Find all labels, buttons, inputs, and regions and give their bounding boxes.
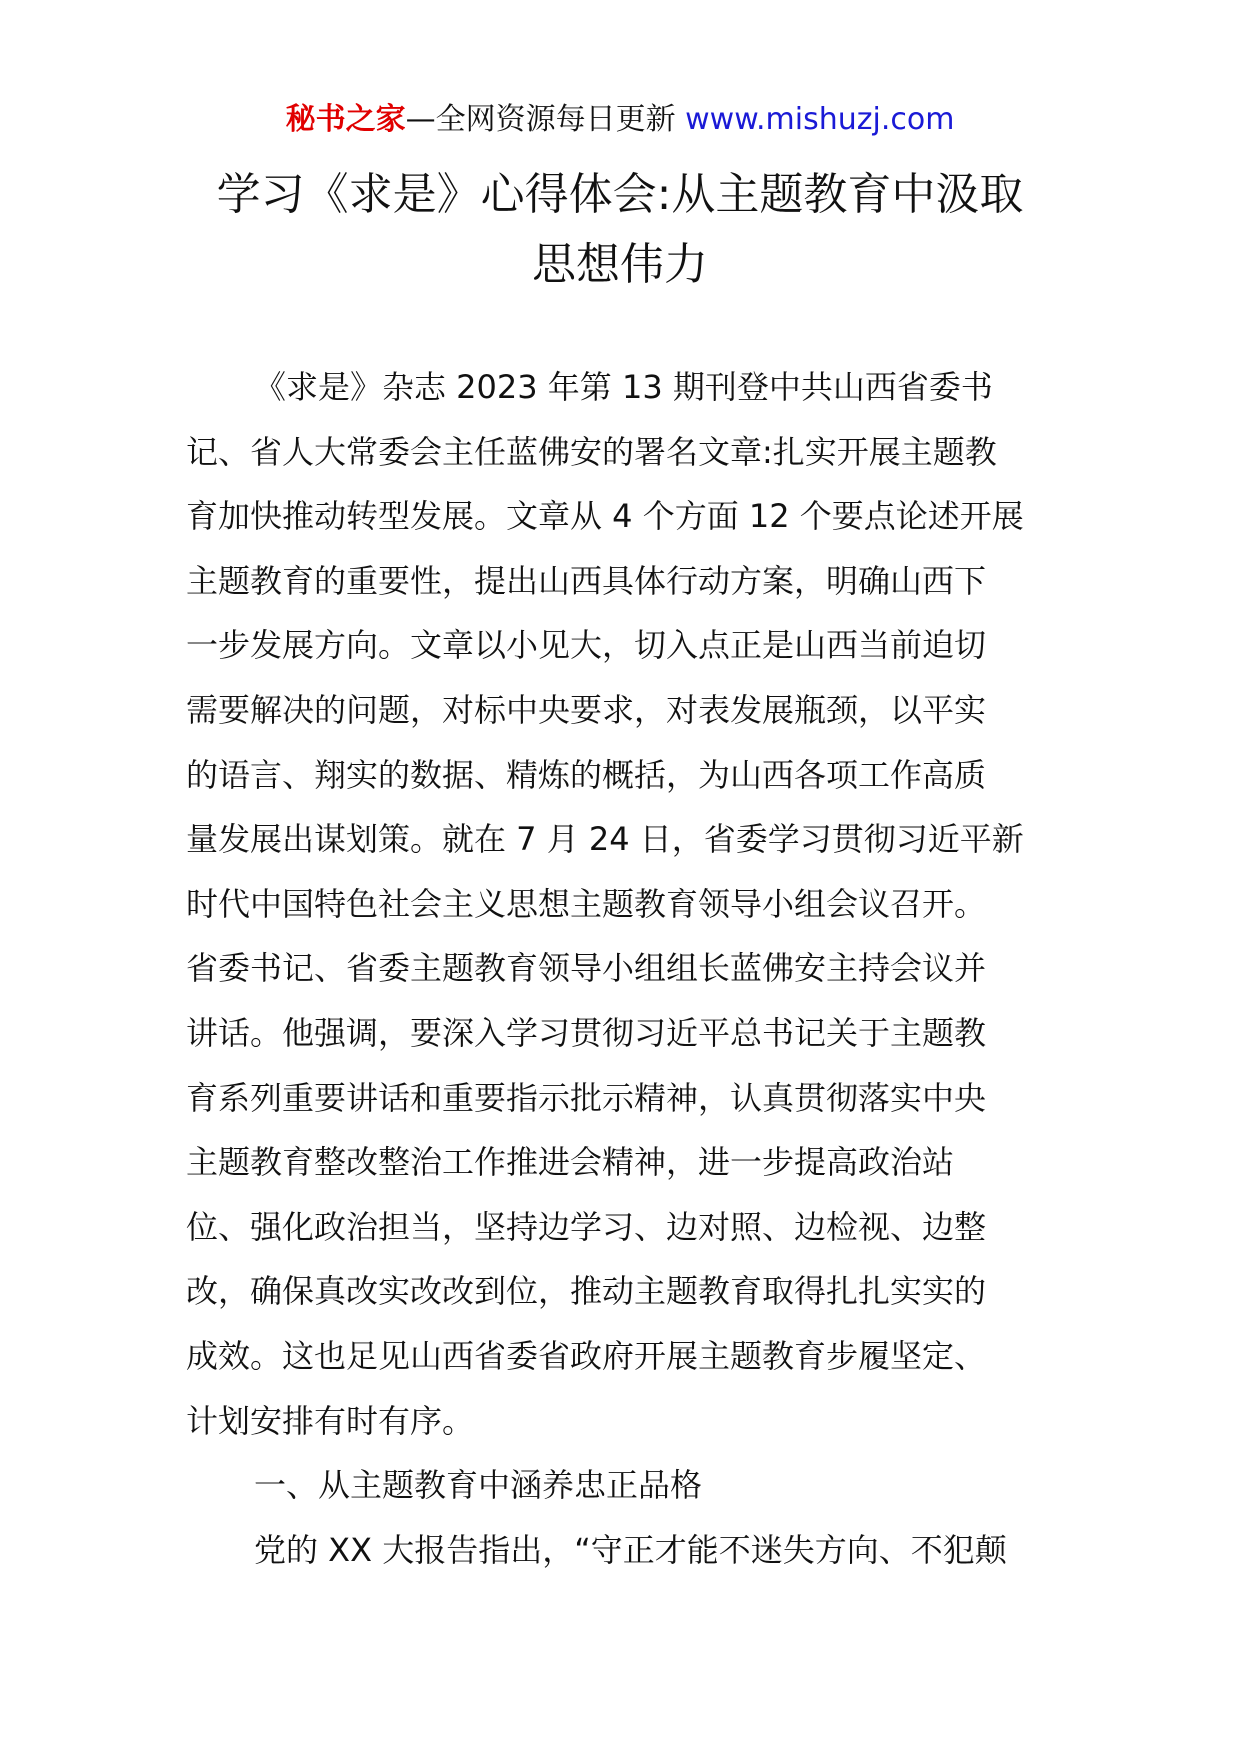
header-tagline: —全网资源每日更新 — [405, 102, 686, 137]
paragraph-line: 需要解决的问题，对标中央要求，对表发展瓶颈，以平实 — [186, 690, 987, 729]
paragraph-2 — [186, 1518, 1054, 1583]
title-line-1: 学习《求是》心得体会:从主题教育中汲取 — [216, 169, 1024, 220]
paragraph-line: 记、省人大常委会主任蓝佛安的署名文章:扎实开展主题教 — [186, 432, 997, 471]
paragraph-line: 改，确保真改实改改到位，推动主题教育取得扎扎实实的 — [186, 1272, 987, 1311]
paragraph-line: 主题教育的重要性，提出山西具体行动方案，明确山西下 — [186, 561, 987, 600]
paragraph-line: 《求是》杂志 2023 年第 13 期刊登中共山西省委书 — [254, 368, 993, 406]
paragraph-line: 讲话。他强调，要深入学习贯彻习近平总书记关于主题教 — [186, 1013, 987, 1052]
paragraph-line: 的语言、翔实的数据、精炼的概括，为山西各项工作高质 — [186, 755, 987, 794]
site-header — [0, 100, 1240, 140]
title-line-2: 思想伟力 — [532, 239, 708, 290]
paragraph-1 — [186, 355, 1054, 1453]
paragraph-line: 省委书记、省委主题教育领导小组组长蓝佛安主持会议并 — [186, 949, 987, 988]
site-url-link[interactable]: www.mishuzj.com — [685, 102, 955, 137]
paragraph-line: 量发展出谋划策。就在 7 月 24 日，省委学习贯彻习近平新 — [186, 820, 1024, 859]
paragraph-line: 计划安排有时有序。 — [186, 1401, 475, 1440]
brand-name: 秘书之家 — [285, 102, 406, 137]
paragraph-line: 主题教育整改整治工作推进会精神，进一步提高政治站 — [186, 1143, 955, 1182]
document-title — [170, 160, 1070, 300]
paragraph-line: 一步发展方向。文章以小见大，切入点正是山西当前迫切 — [186, 626, 987, 665]
paragraph-line: 育加快推动转型发展。文章从 4 个方面 12 个要点论述开展 — [186, 497, 1024, 536]
paragraph-line: 育系列重要讲话和重要指示批示精神，认真贯彻落实中央 — [186, 1078, 987, 1117]
paragraph-line: 位、强化政治担当，坚持边学习、边对照、边检视、边整 — [186, 1207, 987, 1246]
section-heading: 一、从主题教育中涵养忠正品格 — [254, 1466, 703, 1505]
document-body — [186, 355, 1054, 1582]
paragraph-line: 成效。这也足见山西省委省政府开展主题教育步履坚定、 — [186, 1336, 987, 1375]
paragraph-line: 时代中国特色社会主义思想主题教育领导小组会议召开。 — [186, 884, 987, 923]
paragraph-line: 党的 XX 大报告指出，“守正才能不迷失方向、不犯颠 — [254, 1530, 1007, 1569]
